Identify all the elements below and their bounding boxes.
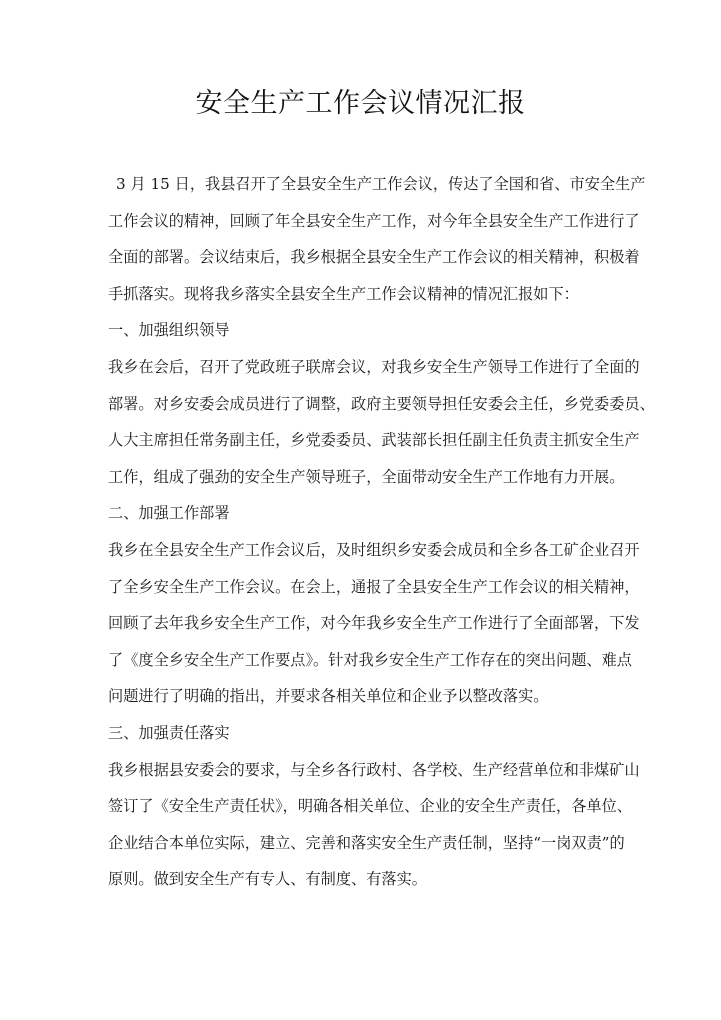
paragraph-line: 3 月 15 日，我县召开了全县安全生产工作会议，传达了全国和省、市安全生产	[116, 175, 646, 193]
paragraph-line: 我乡在全县安全生产工作会议后，及时组织乡安委会成员和全乡各工矿企业召开	[108, 540, 640, 559]
paragraph-line: 手抓落实。现将我乡落实全县安全生产工作会议精神的情况汇报如下：	[108, 284, 579, 303]
paragraph-line: 了全乡安全生产工作会议。在会上，通报了全县安全生产工作会议的相关精神，	[108, 577, 640, 596]
paragraph-section-3	[108, 756, 640, 902]
document-body	[108, 170, 655, 902]
paragraph-line: 全面的部署。会议结束后，我乡根据全县安全生产工作会议的相关精神，积极着	[108, 248, 640, 267]
paragraph-line: 回顾了去年我乡安全生产工作，对今年我乡安全生产工作进行了全面部署，下发	[108, 614, 640, 633]
paragraph-line: 我乡根据县安委会的要求，与全乡各行政村、各学校、生产经营单位和非煤矿山	[108, 760, 640, 779]
section-heading-3: 三、加强责任落实	[108, 723, 230, 742]
paragraph-line: 工作会议的精神，回顾了年全县安全生产工作，对今年全县安全生产工作进行了	[108, 211, 640, 230]
paragraph-intro	[108, 170, 646, 316]
paragraph-section-2	[108, 536, 640, 719]
paragraph-section-1	[108, 353, 655, 499]
paragraph-line: 签订了《安全生产责任状》，明确各相关单位、企业的安全生产责任，各单位、	[108, 797, 632, 816]
section-heading-1: 一、加强组织领导	[108, 321, 230, 340]
section-heading-2: 二、加强工作部署	[108, 504, 230, 523]
paragraph-line: 问题进行了明确的指出，并要求各相关单位和企业予以整改落实。	[108, 687, 549, 706]
paragraph-line: 部署。对乡安委会成员进行了调整，政府主要领导担任安委会主任，乡党委委员、	[108, 394, 655, 413]
paragraph-line: 我乡在会后，召开了党政班子联席会议，对我乡安全生产领导工作进行了全面的	[108, 357, 640, 376]
paragraph-line: 工作，组成了强劲的安全生产领导班子，全面带动安全生产工作地有力开展。	[108, 467, 625, 486]
paragraph-line: 人大主席担任常务副主任，乡党委委员、武装部长担任副主任负责主抓安全生产	[108, 431, 640, 450]
document-title: 安全生产工作会议情况汇报	[195, 88, 526, 119]
paragraph-line: 了《度全乡安全生产工作要点》。针对我乡安全生产工作存在的突出问题、难点	[108, 650, 632, 669]
paragraph-line: 企业结合本单位实际，建立、完善和落实安全生产责任制，坚持“一岗双责”的	[108, 833, 625, 852]
paragraph-line: 原则。做到安全生产有专人、有制度、有落实。	[108, 870, 427, 889]
